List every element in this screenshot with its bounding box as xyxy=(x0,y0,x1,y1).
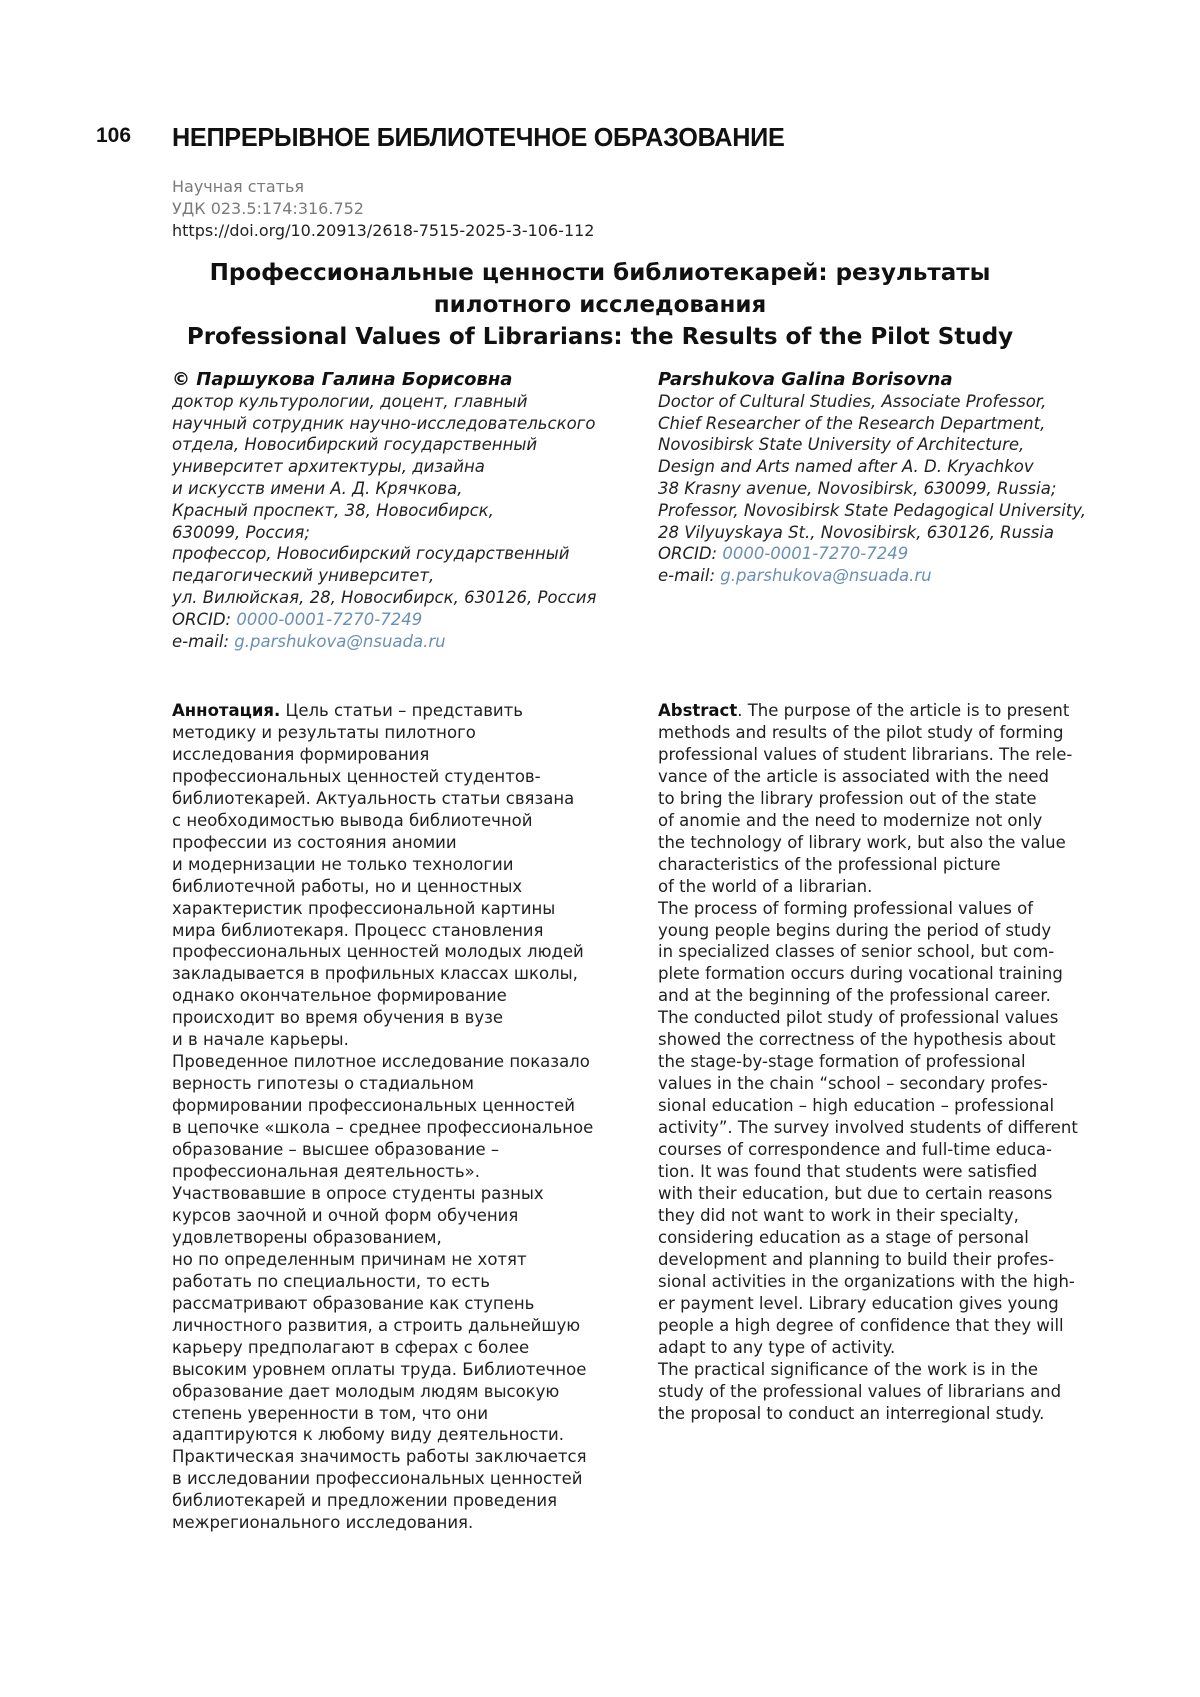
abstract-line: происходит во время обучения в вузе xyxy=(172,1007,612,1029)
affiliation-line: Professor, Novosibirsk State Pedagogical University, xyxy=(658,500,1098,522)
abstract-line: характеристик профессиональной картины xyxy=(172,898,612,920)
abstract-line: Проведенное пилотное исследование показало xyxy=(172,1051,612,1073)
abstract-line: в исследовании профессиональных ценностей xyxy=(172,1468,612,1490)
abstract-line: study of the professional values of librarians and xyxy=(658,1381,1098,1403)
abstract-line: of anomie and the need to modernize not only xyxy=(658,810,1098,832)
abstract-line: профессии из состояния аномии xyxy=(172,832,612,854)
abstract-line: plete formation occurs during vocational training xyxy=(658,963,1098,985)
abstract-line: with their education, but due to certain reasons xyxy=(658,1183,1098,1205)
title-ru-line-1: Профессиональные ценности библиотекарей: результаты xyxy=(150,257,1050,289)
email-line-ru xyxy=(172,631,642,653)
abstract-line: methods and results of the pilot study of forming xyxy=(658,722,1098,744)
abstract-line: characteristics of the professional picture xyxy=(658,854,1098,876)
abstract-line: библиотечной работы, но и ценностных xyxy=(172,876,612,898)
abstract-line: considering education as a stage of personal xyxy=(658,1227,1098,1249)
abstract-line: of the world of a librarian. xyxy=(658,876,1098,898)
abstract-ru-first-line xyxy=(172,700,612,722)
author-name-en: Parshukova Galina Borisovna xyxy=(658,369,1098,391)
affiliation-line: отдела, Новосибирский государственный xyxy=(172,434,642,456)
abstract-line: Практическая значимость работы заключается xyxy=(172,1446,612,1468)
affiliation-line: педагогический университет, xyxy=(172,565,642,587)
abstract-line: in specialized classes of senior school, but com- xyxy=(658,941,1098,963)
abstract-en-first-line xyxy=(658,700,1098,722)
author-affiliation-en xyxy=(658,391,1098,544)
abstract-line: The conducted pilot study of professional values xyxy=(658,1007,1098,1029)
orcid-link[interactable]: 0000-0001-7270-7249 xyxy=(236,610,422,629)
abstract-line: удовлетворены образованием, xyxy=(172,1227,612,1249)
abstract-line: профессиональных ценностей студентов- xyxy=(172,766,612,788)
abstract-line: adapt to any type of activity. xyxy=(658,1337,1098,1359)
abstract-line: and at the beginning of the professional career. xyxy=(658,985,1098,1007)
abstract-line: professional values of student librarians. The rele- xyxy=(658,744,1098,766)
abstract-line: и модернизации не только технологии xyxy=(172,854,612,876)
abstract-en-first-line-text: . The purpose of the article is to present xyxy=(737,701,1069,720)
email-label: e-mail: xyxy=(658,566,715,585)
abstract-line: адаптируются к любому виду деятельности. xyxy=(172,1424,612,1446)
abstract-line: профессиональная деятельность». xyxy=(172,1161,612,1183)
abstract-line: the proposal to conduct an interregional study. xyxy=(658,1403,1098,1425)
affiliation-line: университет архитектуры, дизайна xyxy=(172,456,642,478)
author-info-ru xyxy=(172,369,642,652)
abstract-line: рассматривают образование как ступень xyxy=(172,1293,612,1315)
orcid-line-en xyxy=(658,543,1098,565)
abstract-line: межрегионального исследования. xyxy=(172,1512,612,1534)
abstract-line: they did not want to work in their specialty, xyxy=(658,1205,1098,1227)
article-type: Научная статья xyxy=(172,176,594,198)
article-titles xyxy=(150,257,1050,353)
affiliation-line: 630099, Россия; xyxy=(172,522,642,544)
affiliation-line: Красный проспект, 38, Новосибирск, xyxy=(172,500,642,522)
orcid-link[interactable]: 0000-0001-7270-7249 xyxy=(722,544,908,563)
affiliation-line: 38 Krasny avenue, Novosibirsk, 630099, Russia; xyxy=(658,478,1098,500)
abstract-ru xyxy=(172,700,612,1534)
abstract-line: в цепочке «школа – среднее профессиональное xyxy=(172,1117,612,1139)
abstract-line: er payment level. Library education gives young xyxy=(658,1293,1098,1315)
abstract-line: работать по специальности, то есть xyxy=(172,1271,612,1293)
abstract-en-body xyxy=(658,722,1098,1425)
abstract-line: карьеру предполагают в сферах с более xyxy=(172,1337,612,1359)
abstract-ru-body xyxy=(172,722,612,1534)
abstract-line: the stage-by-stage formation of professional xyxy=(658,1051,1098,1073)
email-line-en xyxy=(658,565,1098,587)
orcid-line-ru xyxy=(172,609,642,631)
abstract-line: верность гипотезы о стадиальном xyxy=(172,1073,612,1095)
journal-title: НЕПРЕРЫВНОЕ БИБЛИОТЕЧНОЕ ОБРАЗОВАНИЕ xyxy=(172,122,784,153)
abstract-line: но по определенным причинам не хотят xyxy=(172,1249,612,1271)
abstract-line: development and planning to build their profes- xyxy=(658,1249,1098,1271)
abstract-line: однако окончательное формирование xyxy=(172,985,612,1007)
abstract-line: курсов заочной и очной форм обучения xyxy=(172,1205,612,1227)
abstract-line: to bring the library profession out of the state xyxy=(658,788,1098,810)
affiliation-line: профессор, Новосибирский государственный xyxy=(172,543,642,565)
abstract-line: people a high degree of confidence that they will xyxy=(658,1315,1098,1337)
abstract-line: с необходимостью вывода библиотечной xyxy=(172,810,612,832)
abstract-line: высоким уровнем оплаты труда. Библиотечное xyxy=(172,1359,612,1381)
orcid-label: ORCID: xyxy=(658,544,717,563)
abstract-line: библиотекарей и предложении проведения xyxy=(172,1490,612,1512)
title-en: Professional Values of Librarians: the Results of the Pilot Study xyxy=(150,321,1050,353)
author-info-en xyxy=(658,369,1098,587)
abstract-line: sional activities in the organizations with the high- xyxy=(658,1271,1098,1293)
email-link[interactable]: g.parshukova@nsuada.ru xyxy=(234,632,445,651)
doi-link[interactable]: https://doi.org/10.20913/2618-7515-2025-3-106-112 xyxy=(172,220,594,242)
page-number: 106 xyxy=(96,124,131,148)
affiliation-line: Novosibirsk State University of Architecture, xyxy=(658,434,1098,456)
title-ru-line-2: пилотного исследования xyxy=(150,289,1050,321)
abstract-line: vance of the article is associated with the need xyxy=(658,766,1098,788)
abstract-ru-label: Аннотация. xyxy=(172,701,280,720)
abstract-line: образование дает молодым людям высокую xyxy=(172,1381,612,1403)
abstract-line: методику и результаты пилотного xyxy=(172,722,612,744)
abstract-line: the technology of library work, but also the value xyxy=(658,832,1098,854)
abstract-en-label: Abstract xyxy=(658,701,737,720)
abstract-en xyxy=(658,700,1098,1424)
abstract-line: tion. It was found that students were satisfied xyxy=(658,1161,1098,1183)
affiliation-line: доктор культурологии, доцент, главный xyxy=(172,391,642,413)
abstract-line: и в начале карьеры. xyxy=(172,1029,612,1051)
affiliation-line: ул. Вилюйская, 28, Новосибирск, 630126, Россия xyxy=(172,587,642,609)
affiliation-line: Design and Arts named after A. D. Kryachkov xyxy=(658,456,1098,478)
abstract-line: showed the correctness of the hypothesis about xyxy=(658,1029,1098,1051)
abstract-line: личностного развития, а строить дальнейшую xyxy=(172,1315,612,1337)
abstract-line: формировании профессиональных ценностей xyxy=(172,1095,612,1117)
email-link[interactable]: g.parshukova@nsuada.ru xyxy=(720,566,931,585)
abstract-line: sional education – high education – professional xyxy=(658,1095,1098,1117)
affiliation-line: Chief Researcher of the Research Department, xyxy=(658,413,1098,435)
abstract-line: young people begins during the period of study xyxy=(658,920,1098,942)
abstract-line: исследования формирования xyxy=(172,744,612,766)
author-affiliation-ru xyxy=(172,391,642,609)
abstract-line: Участвовавшие в опросе студенты разных xyxy=(172,1183,612,1205)
abstract-line: закладывается в профильных классах школы, xyxy=(172,963,612,985)
affiliation-line: и искусств имени А. Д. Крячкова, xyxy=(172,478,642,500)
abstract-line: values in the chain “school – secondary profes- xyxy=(658,1073,1098,1095)
article-meta xyxy=(172,176,594,242)
abstract-line: courses of correspondence and full-time educa- xyxy=(658,1139,1098,1161)
abstract-ru-first-line-text: Цель статьи – представить xyxy=(280,701,523,720)
email-label: e-mail: xyxy=(172,632,229,651)
abstract-line: профессиональных ценностей молодых людей xyxy=(172,941,612,963)
orcid-label: ORCID: xyxy=(172,610,231,629)
udc-code: УДК 023.5:174:316.752 xyxy=(172,198,594,220)
affiliation-line: научный сотрудник научно-исследовательского xyxy=(172,413,642,435)
abstract-line: мира библиотекаря. Процесс становления xyxy=(172,920,612,942)
abstract-line: activity”. The survey involved students of different xyxy=(658,1117,1098,1139)
abstract-line: библиотекарей. Актуальность статьи связана xyxy=(172,788,612,810)
affiliation-line: Doctor of Cultural Studies, Associate Professor, xyxy=(658,391,1098,413)
author-name-ru: © Паршукова Галина Борисовна xyxy=(172,369,642,391)
abstract-line: The practical significance of the work is in the xyxy=(658,1359,1098,1381)
abstract-line: образование – высшее образование – xyxy=(172,1139,612,1161)
abstract-line: степень уверенности в том, что они xyxy=(172,1403,612,1425)
abstract-line: The process of forming professional values of xyxy=(658,898,1098,920)
affiliation-line: 28 Vilyuyskaya St., Novosibirsk, 630126, Russia xyxy=(658,522,1098,544)
